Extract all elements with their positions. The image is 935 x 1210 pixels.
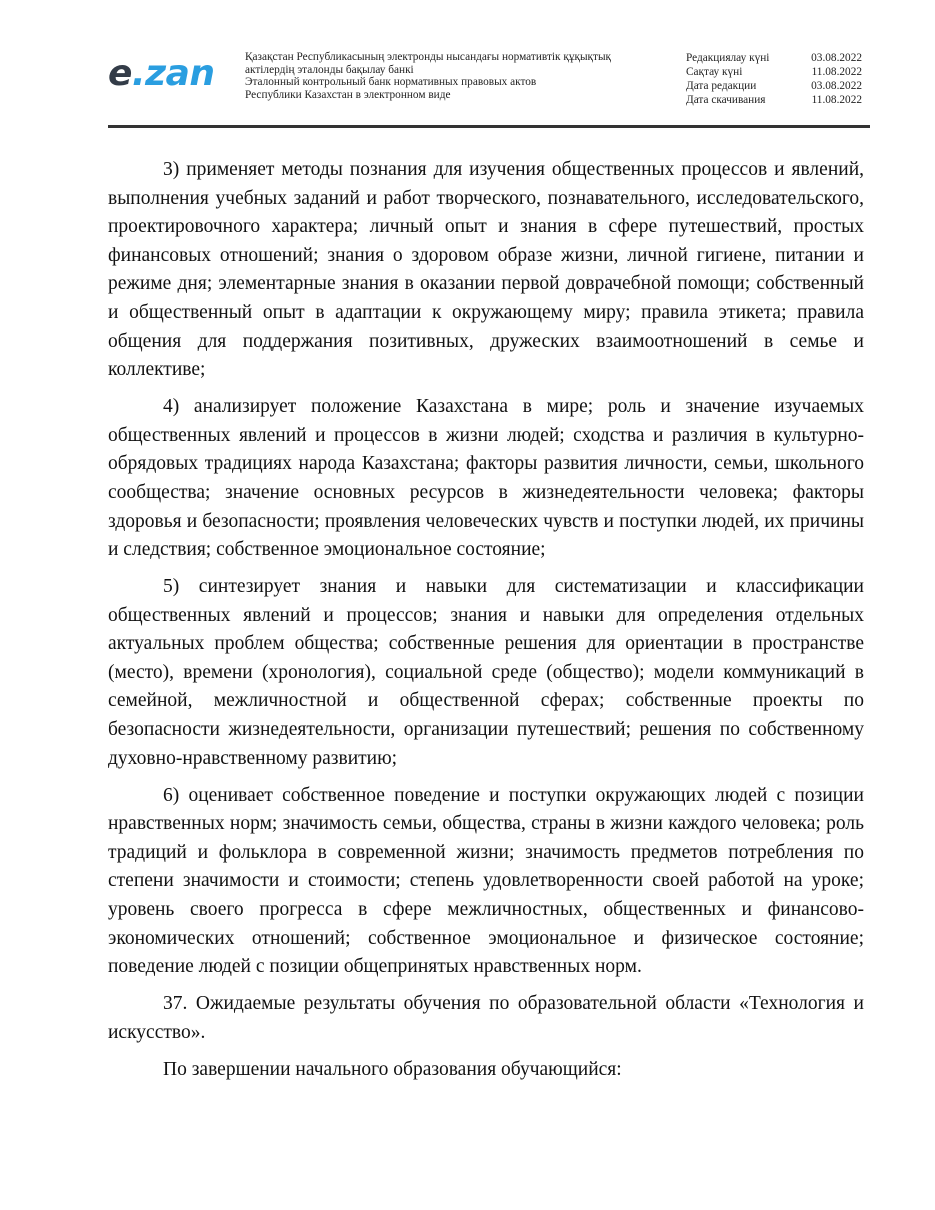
meta-value: 03.08.2022 <box>811 52 862 64</box>
logo-zan: zan <box>145 53 215 94</box>
description-line: Қазақстан Республикасының электронды нысандағы нормативтік құқықтық <box>245 51 612 63</box>
document-header <box>0 0 935 130</box>
document-body <box>108 156 864 1093</box>
body-paragraph: 37. Ожидаемые результаты обучения по образовательной области «Технология и искусство». <box>108 993 864 1043</box>
description-line: Эталонный контрольный банк нормативных правовых актов <box>245 76 537 88</box>
meta-row-edit-date-ru <box>686 79 862 93</box>
meta-label: Дата скачивания <box>686 94 766 106</box>
meta-row-save-date-kz <box>686 65 862 79</box>
description-line: актілердің эталонды бақылау банкі <box>245 63 414 76</box>
header-meta <box>686 51 862 107</box>
meta-label: Редакциялау күні <box>686 52 770 64</box>
body-paragraph: 5) синтезирует знания и навыки для систематизации и классификации общественных явлений и процессов; знания и навыки для определения отдельных актуальных проблем общества; собственные решения для ориентации в пространстве (место), времени (хронология), социальной среде (общество); модели коммуникаций в семейной, межличностной и общественной сферах; собственные проекты по безопасности жизнедеятельности, организации путешествий; решения по собственному духовно-нравственному развитию; <box>108 576 864 769</box>
body-paragraph: 6) оценивает собственное поведение и поступки окружающих людей с позиции нравственных норм; значимость семьи, общества, страны в жизни каждого человека; роль традиций и фольклора в современной жизни; значимость предметов потребления по степени значимости и стоимости; степень удовлетворенности своей работой на уроке; уровень своего прогресса в сфере межличностных, общественных и финансово-экономических отношений; собственное эмоциональное и физическое состояние; поведение людей с позиции общепринятых нравственных норм. <box>108 784 864 978</box>
meta-row-edit-date-kz <box>686 51 862 65</box>
meta-label: Сақтау күні <box>686 66 743 78</box>
body-paragraph: 4) анализирует положение Казахстана в мире; роль и значение изучаемых общественных явлений и процессов в жизни людей; сходства и различия в культурно-обрядовых традициях народа Казахстана; факторы развития личности, семьи, школьного сообщества; значение основных ресурсов в жизнедеятельности человека; факторы здоровья и безопасности; проявления человеческих чувств и поступки людей, их причины и следствия; собственное эмоциональное состояние; <box>108 396 864 561</box>
header-divider <box>108 125 870 128</box>
meta-value: 11.08.2022 <box>811 94 862 106</box>
meta-label: Дата редакции <box>686 80 757 92</box>
description-line: Республики Казахстан в электронном виде <box>245 88 451 101</box>
header-description <box>245 51 665 101</box>
logo-e: e <box>108 53 132 94</box>
logo-dot: . <box>131 53 146 94</box>
body-paragraph: По завершении начального образования обучающийся: <box>163 1058 622 1080</box>
meta-row-download-date-ru <box>686 93 862 107</box>
meta-value: 03.08.2022 <box>811 80 862 92</box>
ezan-logo[interactable] <box>108 52 214 96</box>
meta-value: 11.08.2022 <box>811 66 862 78</box>
body-paragraph: 3) применяет методы познания для изучения общественных процессов и явлений, выполнения учебных заданий и работ творческого, познавательного, исследовательского, проектировочного характера; личный опыт и знания в сфере путешествий, простых финансовых отношений; знания о здоровом образе жизни, личной гигиене, питании и режиме дня; элементарные знания в оказании первой доврачебной помощи; собственный и общественный опыт в адаптации к окружающему миру; правила этикета; правила общения для поддержания позитивных, дружеских взаимоотношений в семье и коллективе; <box>108 159 864 381</box>
